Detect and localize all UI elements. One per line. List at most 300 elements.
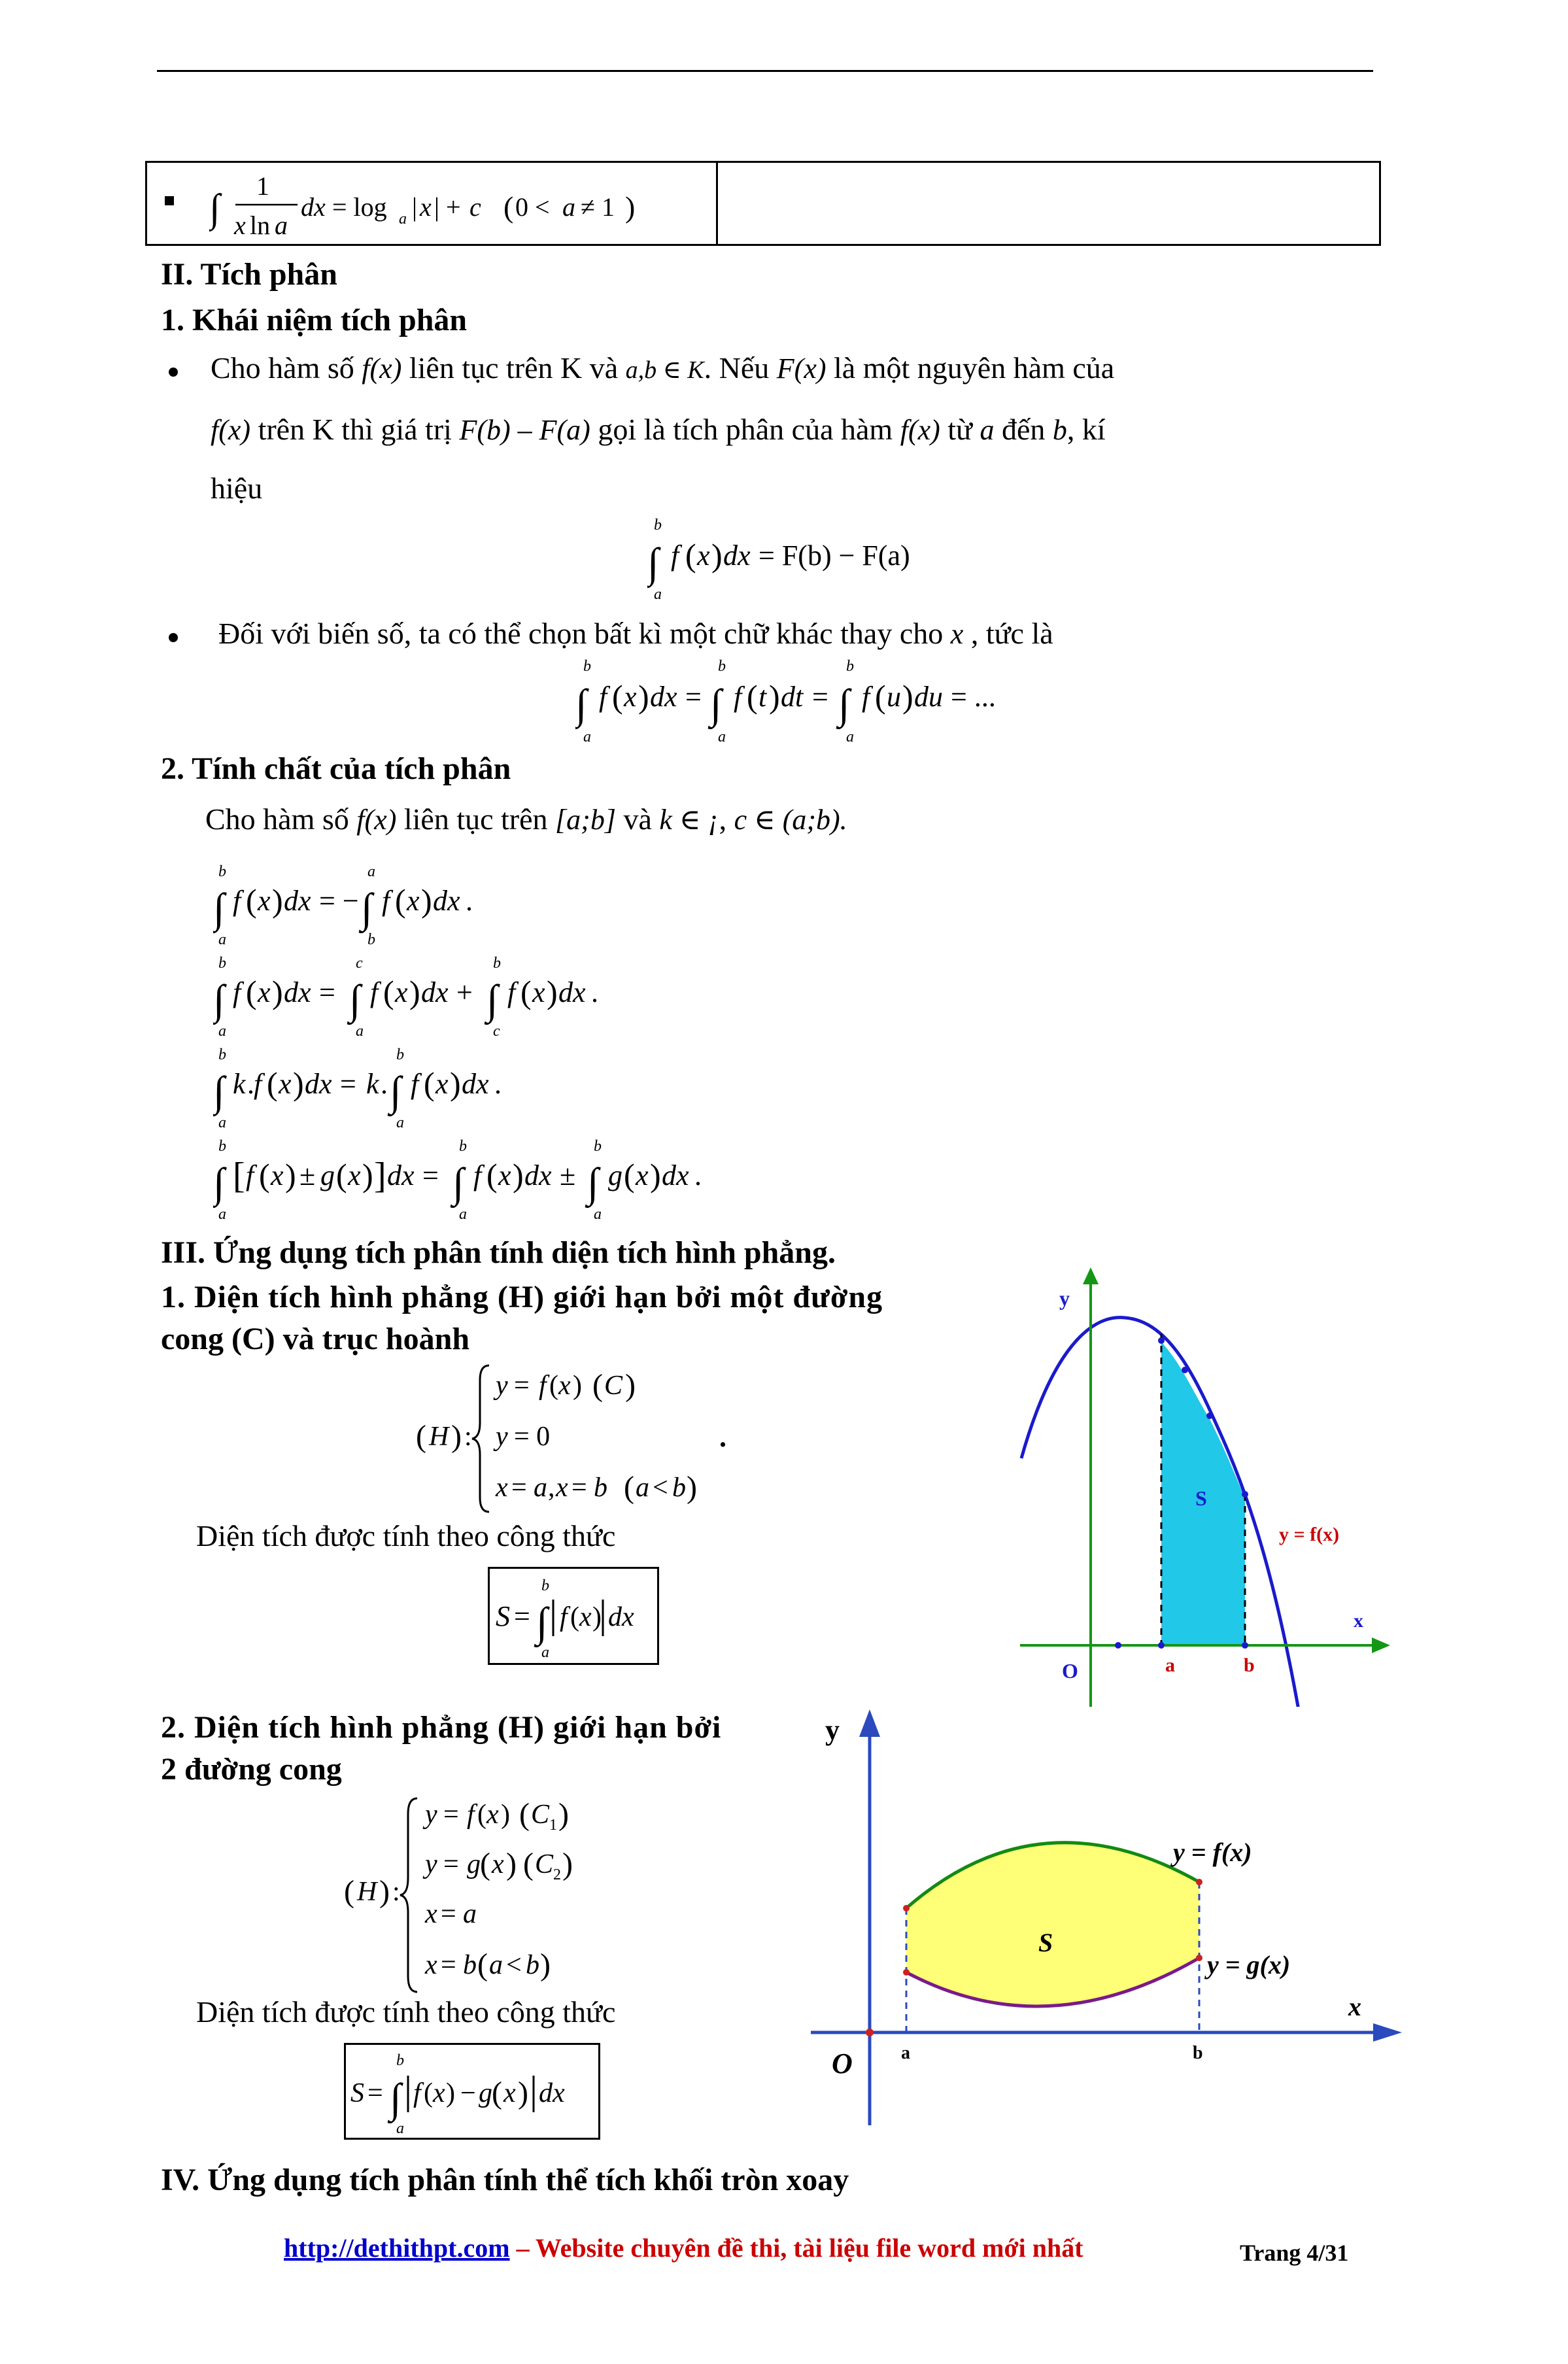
properties-intro (205, 802, 847, 836)
text: Cho hàm số (205, 802, 349, 836)
svg-text:g: g (467, 1849, 481, 1879)
svg-text:=: = (340, 1068, 356, 1100)
svg-text:a: a (534, 1473, 547, 1503)
svg-text:y: y (425, 1800, 437, 1830)
formula-caption: Diện tích được tính theo công thức (196, 1995, 616, 2029)
svg-text:f: f (671, 540, 679, 572)
svg-text:a: a (218, 1206, 226, 1222)
svg-text:b: b (459, 1138, 467, 1155)
footer (284, 2233, 1083, 2263)
svg-text:dx: dx (608, 1602, 634, 1632)
svg-text:(: ( (267, 1065, 278, 1102)
svg-text:dx: dx (433, 885, 460, 917)
svg-text:f: f (473, 1159, 482, 1191)
svg-text:(: ( (259, 1157, 270, 1193)
subsection-title: 1. Khái niệm tích phân (161, 303, 468, 337)
svg-text:(: ( (612, 678, 623, 715)
svg-text:x: x (624, 681, 637, 713)
table-divider (716, 163, 718, 244)
svg-text:b: b (396, 2052, 404, 2069)
math: f(x) (900, 414, 940, 446)
svg-text:): ) (379, 1874, 390, 1909)
svg-text:= log: = log (332, 192, 387, 222)
svg-text:∫: ∫ (710, 681, 722, 727)
svg-text:dx: dx (539, 2078, 565, 2108)
svg-text:(: ( (246, 882, 257, 919)
math: F(x) (776, 352, 827, 385)
svg-text:f: f (411, 1068, 419, 1100)
svg-text:±: ± (560, 1159, 576, 1191)
svg-text:): ) (409, 974, 420, 1010)
svg-text:a: a (218, 1114, 226, 1130)
svg-text:f: f (246, 1159, 254, 1191)
svg-text:=: = (422, 1159, 439, 1191)
math: a,b ∈ K (625, 356, 704, 384)
a-label: a (901, 2043, 910, 2063)
svg-text:(: ( (477, 1800, 486, 1830)
bullet (169, 633, 178, 642)
svg-text:b: b (218, 955, 226, 972)
svg-text:b: b (846, 658, 854, 675)
svg-text:| +: | + (434, 192, 461, 222)
subsection-title: 2. Tính chất của tích phân (161, 751, 511, 786)
svg-text:<: < (506, 1950, 522, 1980)
svg-text:(: ( (549, 1371, 558, 1401)
svg-text:∫: ∫ (213, 1159, 225, 1206)
svg-text:=: = (514, 1600, 530, 1632)
text: . Nếu (704, 351, 770, 385)
svg-text:(: ( (503, 190, 514, 224)
svg-text:a: a (654, 586, 662, 602)
svg-text:dx: dx (284, 976, 311, 1008)
svg-text:): ) (573, 1371, 582, 1401)
svg-text:f: f (599, 681, 607, 713)
y-axis-label: y (825, 1714, 840, 1746)
svg-text:f: f (233, 885, 241, 917)
svg-text:∫: ∫ (213, 1068, 225, 1114)
svg-text:x: x (258, 885, 271, 917)
svg-text:): ) (450, 1065, 461, 1102)
svg-text:±: ± (299, 1159, 316, 1191)
svg-text:∫: ∫ (647, 540, 659, 586)
svg-text:(: ( (344, 1874, 354, 1909)
definite-integral-equation (647, 517, 948, 602)
property-sum-difference (213, 1135, 775, 1222)
svg-text:f: f (370, 976, 379, 1008)
x-axis-label: x (1348, 1992, 1361, 2021)
svg-text:H: H (429, 1422, 449, 1452)
svg-text:): ) (501, 1800, 510, 1830)
origin-label: O (1062, 1659, 1078, 1683)
text: gọi là tích phân của hàm (598, 413, 893, 446)
svg-text:y: y (496, 1422, 508, 1452)
svg-text:2: 2 (553, 1866, 561, 1883)
svg-text:(: ( (416, 1419, 426, 1454)
area-between-curves-figure (811, 1700, 1412, 2132)
svg-text:dx: dx (421, 976, 449, 1008)
svg-text:(: ( (395, 882, 406, 919)
svg-text:x: x (532, 976, 545, 1008)
variable-change-equation (575, 654, 1046, 745)
area-label: S (1038, 1928, 1053, 1957)
property-reverse-limits (213, 861, 540, 947)
svg-text:): ) (638, 678, 649, 715)
svg-text:f: f (560, 1602, 568, 1632)
svg-text:): ) (518, 2076, 528, 2110)
svg-text:a: a (583, 728, 591, 745)
text: Cho hàm số (211, 351, 354, 385)
y-axis-label: y (1059, 1286, 1070, 1310)
area-under-curve-figure (1014, 1262, 1406, 1707)
header-rule (157, 70, 1373, 72)
svg-text:): ) (687, 1470, 697, 1505)
area-formula-1 (488, 1567, 659, 1665)
svg-text:=: = (441, 1899, 456, 1929)
svg-text:f: f (382, 885, 390, 917)
svg-text:b: b (493, 955, 501, 972)
svg-text:dx: dx (462, 1068, 489, 1100)
svg-text:b: b (526, 1950, 539, 1980)
property-constant-factor (213, 1044, 579, 1130)
text: đến (1002, 413, 1046, 446)
svg-text:∫: ∫ (838, 681, 850, 727)
svg-text:x: x (279, 1068, 292, 1100)
svg-text:<: < (653, 1473, 668, 1503)
svg-text:≠ 1: ≠ 1 (581, 192, 615, 222)
svg-text:): ) (362, 1157, 373, 1193)
svg-text:x: x (435, 1068, 449, 1100)
svg-text:(: ( (424, 2078, 433, 2108)
svg-text:.: . (494, 1068, 502, 1100)
svg-text:=: = (685, 681, 702, 713)
svg-text:∫: ∫ (361, 885, 373, 931)
text: Đối với biến số, ta có thể chọn bất kì một chữ khác thay cho (218, 617, 944, 650)
footer-description: Website chuyên đề thi, tài liệu file word mới nhất (535, 2233, 1083, 2263)
svg-text:a: a (846, 728, 854, 745)
svg-text:(: ( (624, 1470, 634, 1505)
svg-text:(: ( (520, 974, 532, 1010)
svg-text:ln: ln (250, 211, 271, 240)
math: b (1052, 414, 1067, 446)
svg-text:b: b (396, 1046, 404, 1063)
svg-text:=: = (511, 1473, 527, 1503)
svg-text:x: x (498, 1159, 511, 1191)
variable-note (218, 616, 1053, 651)
svg-text:= 0: = 0 (514, 1422, 551, 1452)
property-split-interval (213, 952, 658, 1038)
formula-caption: Diện tích được tính theo công thức (196, 1519, 616, 1552)
svg-text:a: a (218, 931, 226, 947)
svg-text:0 <: 0 < (515, 192, 550, 222)
definition-line-1 (211, 351, 1114, 385)
svg-text:1: 1 (256, 171, 269, 201)
svg-text:(: ( (486, 1157, 498, 1193)
svg-text:=: = (443, 1800, 459, 1830)
svg-text:(: ( (624, 1157, 635, 1193)
svg-text:a: a (356, 1023, 364, 1038)
text: , (719, 802, 727, 836)
svg-text:x: x (486, 1800, 499, 1830)
svg-text:g: g (320, 1159, 335, 1191)
math: a (980, 414, 995, 446)
svg-text:dx: dx (387, 1159, 415, 1191)
svg-text:∫: ∫ (486, 976, 498, 1023)
region-definition-1 (412, 1360, 752, 1517)
svg-text:g: g (479, 2078, 492, 2108)
origin-label: O (832, 2047, 853, 2080)
svg-text:a: a (594, 1206, 602, 1222)
svg-text:b: b (218, 1046, 226, 1063)
svg-text:a: a (218, 1023, 226, 1038)
f-curve-label: y = f(x) (1173, 1838, 1252, 1867)
svg-text:a: a (489, 1950, 503, 1980)
svg-text:.: . (591, 976, 598, 1008)
svg-text:): ) (902, 678, 913, 715)
svg-text:k: k (233, 1068, 246, 1100)
svg-text:∫: ∫ (390, 1068, 401, 1114)
svg-text:.: . (247, 1068, 254, 1100)
svg-text:x: x (271, 1159, 284, 1191)
svg-text:(: ( (246, 974, 257, 1010)
svg-text:x: x (433, 2078, 445, 2108)
math: k ∈ ¡ (659, 804, 719, 836)
svg-text:(: ( (519, 1797, 530, 1832)
svg-text:∫: ∫ (575, 681, 587, 727)
svg-text:∫: ∫ (536, 1599, 548, 1645)
log-integral-formula (209, 169, 667, 247)
section-title (161, 2162, 849, 2198)
svg-text:du: du (914, 681, 943, 713)
svg-text:x: x (234, 211, 246, 240)
svg-text:): ) (592, 1602, 602, 1632)
svg-text:,: , (548, 1473, 555, 1503)
svg-text:.: . (694, 1159, 702, 1191)
svg-text:=: = (571, 1473, 587, 1503)
section-title: II. Tích phân (161, 257, 337, 292)
curve-label: y = f(x) (1279, 1524, 1340, 1545)
svg-text:=: = (441, 1950, 456, 1980)
svg-text:a: a (463, 1899, 477, 1929)
svg-text:(: ( (477, 1947, 488, 1982)
svg-text:f: f (413, 2078, 421, 2108)
svg-text:x: x (579, 1602, 592, 1632)
svg-text:C: C (535, 1849, 554, 1879)
svg-text:): ) (769, 678, 780, 715)
svg-text:.: . (719, 1421, 726, 1453)
area-formula-2 (344, 2043, 600, 2140)
section-title: III. Ứng dụng tích phân tính diện tích hình phẳng. (161, 1235, 836, 1270)
svg-text:1: 1 (549, 1817, 557, 1834)
svg-text:b: b (583, 658, 591, 675)
svg-text:): ) (625, 190, 636, 224)
svg-text:): ) (506, 1847, 517, 1881)
svg-text:x: x (558, 1371, 571, 1401)
svg-text:=: = (319, 976, 335, 1008)
text: , kí (1066, 413, 1106, 446)
math: F(b) – F(a) (459, 414, 590, 446)
bullet (169, 368, 178, 377)
svg-text:(: ( (480, 1847, 490, 1881)
svg-text:.: . (466, 885, 473, 917)
svg-text:a: a (399, 211, 407, 228)
svg-text:b: b (594, 1473, 607, 1503)
svg-text:a: a (562, 192, 575, 222)
svg-text:b: b (218, 863, 226, 880)
text: từ (947, 413, 972, 446)
page-number: Trang 4/31 (1240, 2240, 1349, 2266)
svg-text:): ) (293, 1065, 304, 1102)
g-curve-label: y = g(x) (1207, 1950, 1291, 1979)
svg-text:x: x (503, 2078, 516, 2108)
svg-text:∫: ∫ (213, 976, 225, 1023)
svg-text:[: [ (233, 1156, 245, 1196)
svg-text:dx: dx (305, 1068, 332, 1100)
svg-text:dx: dx (284, 885, 311, 917)
svg-text:c: c (493, 1023, 500, 1038)
svg-text:=: = (812, 681, 828, 713)
svg-text:x: x (407, 885, 420, 917)
svg-text:): ) (451, 1419, 462, 1454)
svg-text:): ) (272, 974, 283, 1010)
svg-text:k: k (366, 1068, 379, 1100)
a-label: a (1165, 1654, 1175, 1676)
svg-text:): ) (540, 1947, 551, 1982)
svg-text:(: ( (747, 678, 758, 715)
svg-text:∫: ∫ (587, 1159, 599, 1206)
math: f(x) (362, 352, 402, 385)
svg-text:∫: ∫ (349, 976, 361, 1023)
svg-text:(: ( (685, 537, 696, 574)
text: và (623, 802, 652, 836)
svg-text:dx: dx (662, 1159, 689, 1191)
subsection-title: 1. Diện tích hình phẳng (H) giới hạn bởi một đường (161, 1280, 883, 1314)
svg-text:f: f (862, 681, 870, 713)
svg-text:a: a (718, 728, 726, 745)
svg-text:b: b (541, 1577, 549, 1594)
svg-text:): ) (446, 2078, 455, 2108)
svg-text:c: c (356, 955, 363, 972)
svg-text:dx: dx (524, 1159, 552, 1191)
svg-text:y: y (425, 1849, 437, 1879)
svg-text:): ) (558, 1797, 569, 1832)
svg-text:a: a (459, 1206, 467, 1222)
svg-text:dx: dx (723, 540, 751, 572)
svg-text:=: = (367, 2078, 383, 2108)
svg-text:dt: dt (781, 681, 804, 713)
region-definition-2 (340, 1792, 628, 1995)
math: c ∈ (a;b). (734, 804, 847, 836)
footer-link[interactable]: http://dethithpt.com (284, 2233, 510, 2263)
text: liên tục trên K và (409, 351, 619, 385)
subsection-title-cont: cong (C) và trục hoành (161, 1322, 470, 1356)
svg-text:=: = (443, 1849, 459, 1879)
svg-text:u: u (887, 681, 901, 713)
svg-text:b: b (672, 1473, 686, 1503)
svg-text:(: ( (592, 1368, 603, 1403)
section-title-text: IV. Ứng dụng tích phân tính thể tích khối tròn xoay (161, 2163, 849, 2197)
svg-text:f: f (539, 1371, 547, 1401)
svg-text:c: c (469, 192, 481, 222)
svg-text:y: y (496, 1371, 508, 1401)
area-label: S (1195, 1486, 1207, 1510)
definition-line-2 (211, 412, 1106, 447)
svg-text:b: b (367, 931, 375, 947)
svg-text:∫: ∫ (213, 885, 225, 931)
math: f(x) (211, 414, 251, 446)
svg-text:b: b (218, 1138, 226, 1155)
svg-text:): ) (513, 1157, 524, 1193)
svg-text:): ) (272, 882, 283, 919)
definition-line-3: hiệu (211, 471, 263, 505)
footer-dash: – (509, 2233, 536, 2263)
svg-text:(: ( (383, 974, 394, 1010)
svg-text:∫: ∫ (209, 186, 220, 230)
svg-text:.: . (381, 1068, 388, 1100)
svg-text:b: b (463, 1950, 477, 1980)
svg-text:b: b (654, 517, 662, 534)
math: f(x) (356, 804, 397, 836)
svg-text:+: + (456, 976, 473, 1008)
svg-text:f: f (254, 1068, 262, 1100)
svg-text:(: ( (336, 1157, 347, 1193)
svg-text:b: b (594, 1138, 602, 1155)
svg-text:C: C (531, 1800, 550, 1830)
text: trên K thì giá trị (258, 413, 452, 446)
subsection-title-cont: 2 đường cong (161, 1752, 342, 1787)
svg-text:C: C (604, 1371, 623, 1401)
svg-text:): ) (421, 882, 432, 919)
text: , tức là (970, 617, 1053, 650)
svg-text::: : (464, 1422, 472, 1452)
svg-text:x: x (420, 192, 432, 222)
svg-text:a: a (636, 1473, 649, 1503)
svg-text:a: a (541, 1644, 549, 1661)
svg-text:a: a (396, 1114, 404, 1130)
svg-text:x: x (496, 1473, 508, 1503)
svg-text:f: f (467, 1800, 475, 1830)
svg-text:=: = (514, 1371, 530, 1401)
svg-text:S: S (350, 2078, 364, 2108)
text: liên tục trên (403, 802, 548, 836)
svg-text:−: − (460, 2078, 476, 2108)
svg-text:x: x (258, 976, 271, 1008)
svg-text:x: x (636, 1159, 649, 1191)
math: [a;b] (555, 804, 616, 836)
svg-text:a: a (275, 211, 288, 240)
svg-text:x: x (425, 1950, 437, 1980)
svg-text:f: f (507, 976, 516, 1008)
square-bullet (165, 196, 174, 205)
svg-text:(: ( (875, 678, 886, 715)
svg-text:= −: = − (319, 885, 359, 917)
svg-text:(: ( (523, 1847, 534, 1881)
svg-text:x: x (492, 1849, 504, 1879)
svg-text:f: f (734, 681, 742, 713)
svg-text:(: ( (570, 1602, 579, 1632)
svg-text:x: x (395, 976, 408, 1008)
svg-text:): ) (547, 974, 558, 1010)
svg-text:x: x (425, 1899, 437, 1929)
x-axis-label: x (1354, 1610, 1363, 1632)
svg-text:x: x (556, 1473, 568, 1503)
svg-text:dx: dx (650, 681, 677, 713)
svg-text:∫: ∫ (390, 2075, 401, 2121)
svg-text:]: ] (374, 1156, 386, 1196)
svg-text:∫: ∫ (452, 1159, 464, 1206)
svg-text:S: S (496, 1600, 510, 1632)
svg-text:|: | (412, 192, 418, 222)
subsection-title: 2. Diện tích hình phẳng (H) giới hạn bởi (161, 1710, 722, 1745)
